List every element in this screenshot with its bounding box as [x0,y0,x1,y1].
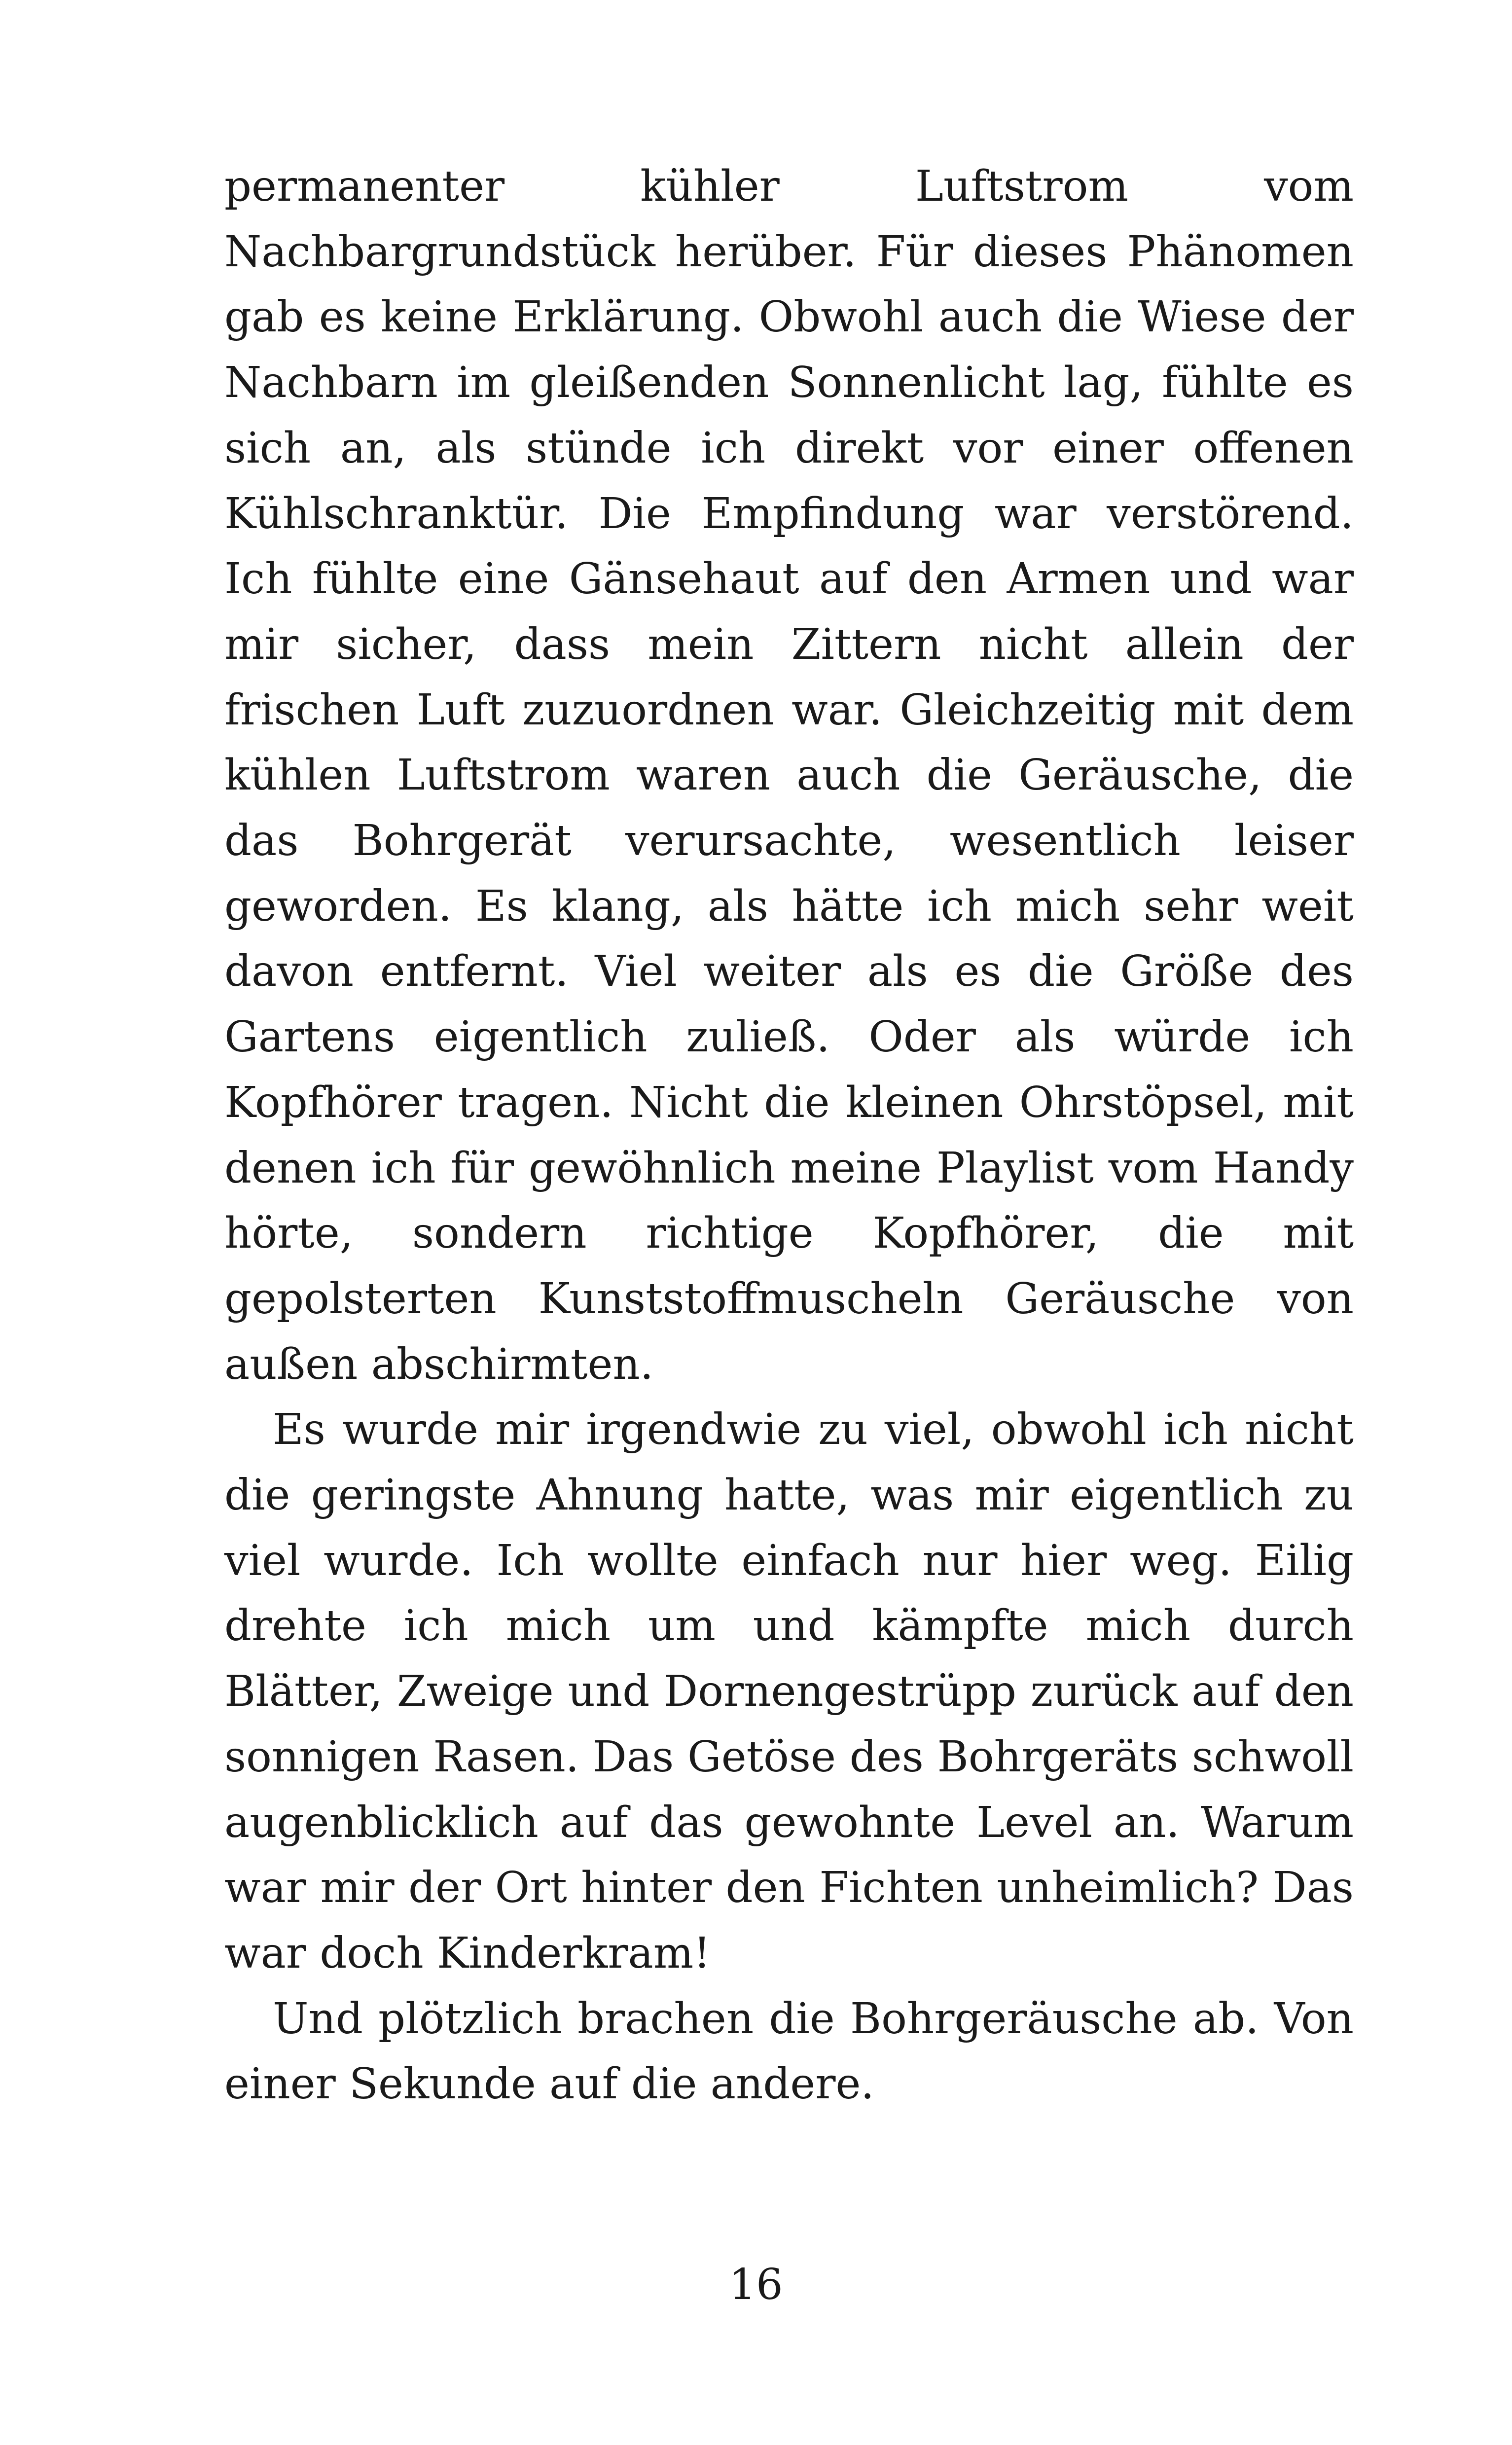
paragraph: Und plötzlich brachen die Bohrgeräusche ab. Von einer Sekunde auf die andere. [224,1994,1354,2109]
page-number: 16 [729,2260,783,2309]
body-text [224,154,1354,2117]
paragraph-continuation: permanenter kühler Luftstrom vom Nachbargrundstück herüber. Für dieses Phänomen gab es keine Erklärung. Obwohl auch die Wiese der Nachbarn im gleißenden Sonnenlicht lag, fühlte es sich an, als stünde ich direkt vor einer offenen Kühlschranktür. Die Empfindung war verstörend. Ich fühlte eine Gänsehaut auf den Armen und war mir sicher, dass mein Zittern nicht allein der frischen Luft zuzuordnen war. Gleichzeitig mit dem kühlen Luftstrom waren auch die Geräusche, die das Bohrgerät verursachte, wesentlich leiser geworden. Es klang, als hätte ich mich sehr weit davon entfernt. Viel weiter als es die Größe des Gartens eigentlich zuließ. Oder als würde ich Kopfhörer tragen. Nicht die kleinen Ohrstöpsel, mit denen ich für gewöhnlich meine Playlist vom Handy hörte, sondern richtige Kopfhörer, die mit gepolsterten Kunststoffmuscheln Geräusche von außen abschirmten. [224,162,1354,1389]
paragraph: Es wurde mir irgendwie zu viel, obwohl ich nicht die geringste Ahnung hatte, was mir eigentlich zu viel wurde. Ich wollte einfach nur hier weg. Eilig drehte ich mich um und kämpfte mich durch Blätter, Zweige und Dornengestrüpp zurück auf den sonnigen Rasen. Das Getöse des Bohrgeräts schwoll augenblicklich auf das gewohnte Level an. Warum war mir der Ort hinter den Fichten unheimlich? Das war doch Kinderkram! [224,1405,1354,1978]
